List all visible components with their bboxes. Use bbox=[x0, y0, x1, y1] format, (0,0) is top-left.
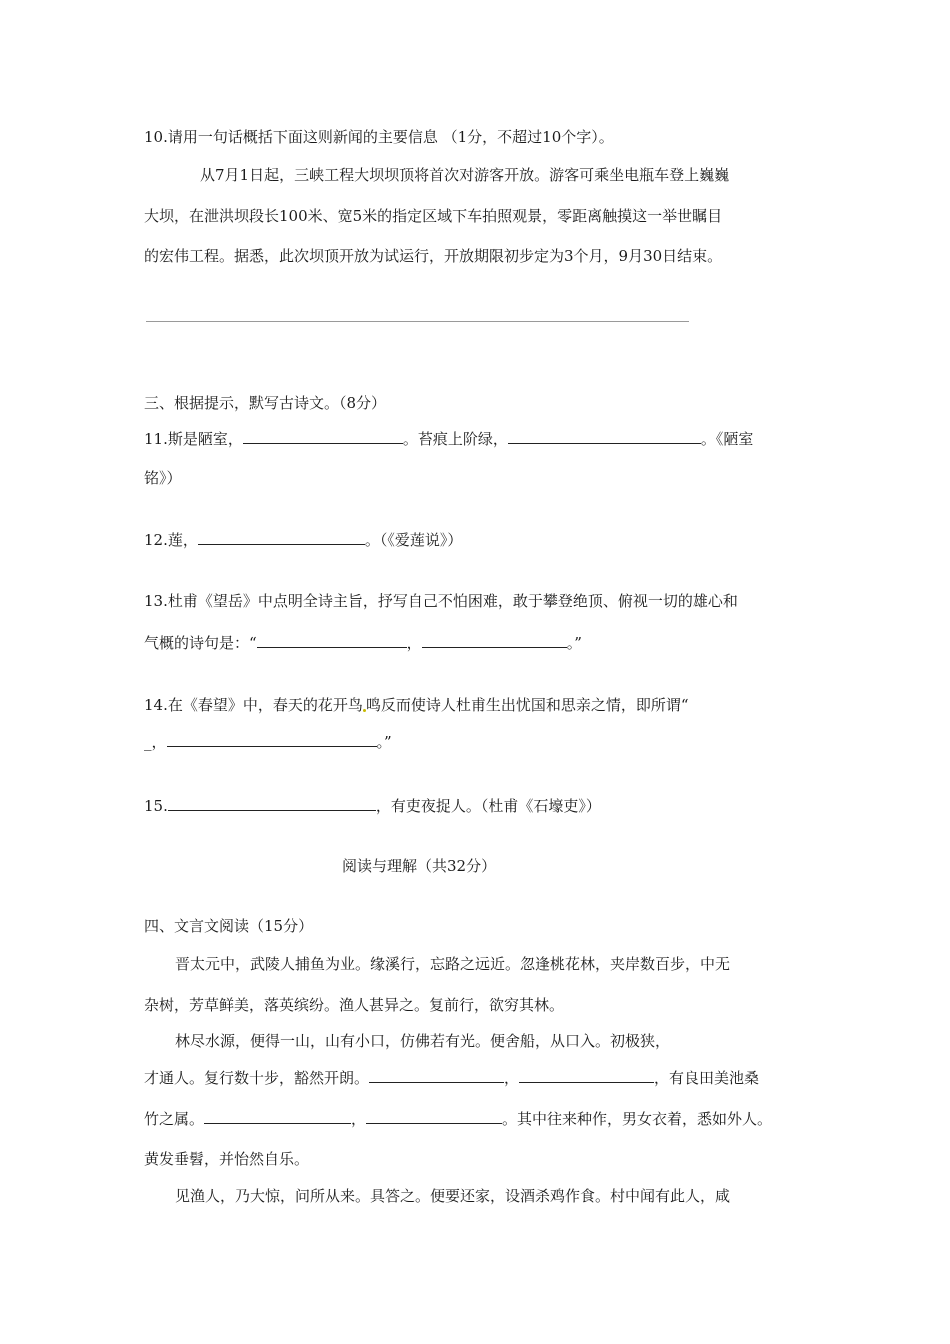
passage-p3-line-1: 见渔人，乃大惊，问所从来。具答之。便要还家，设酒杀鸡作食。村中闻有此人，咸 bbox=[175, 1187, 731, 1205]
passage-p2-line-4: 黄发垂髫，并怡然自乐。 bbox=[144, 1150, 310, 1168]
q13-text-b: ， bbox=[406, 634, 422, 652]
passage-p2-line-1: 林尽水源，便得一山，山有小口，仿佛若有光。便舍船，从口入。初极狭， bbox=[175, 1032, 671, 1050]
q15-blank[interactable] bbox=[168, 796, 376, 811]
section3-heading: 三、根据提示，默写古诗文。（8分） bbox=[144, 394, 387, 412]
q13-blank-2[interactable] bbox=[422, 633, 567, 648]
p2-text-e: ， bbox=[351, 1110, 367, 1128]
q15-text-a: 15. bbox=[144, 797, 168, 815]
p2-blank-2[interactable] bbox=[519, 1068, 654, 1083]
passage-p1-line-2: 杂树，芳草鲜美，落英缤纷。渔人甚异之。复前行，欲穷其林。 bbox=[144, 996, 565, 1014]
q11-text-a: 11.斯是陋室， bbox=[144, 430, 243, 448]
p2-text-f: 。其中往来种作，男女衣着，悉如外人。 bbox=[502, 1110, 773, 1128]
answer-line-q10[interactable] bbox=[146, 321, 689, 322]
section4-heading: 四、文言文阅读（15分） bbox=[144, 917, 314, 935]
passage-p2-line-3 bbox=[144, 1109, 772, 1129]
news-line-1: 从7月1日起，三峡工程大坝坝顶将首次对游客开放。游客可乘坐电瓶车登上巍巍 bbox=[200, 166, 730, 184]
q14-text-1b: 鸣反而使诗人杜甫生出忧国和思亲之情，即所谓“ bbox=[365, 696, 689, 714]
q14-line-2 bbox=[144, 732, 392, 752]
q14-blank[interactable] bbox=[167, 732, 377, 747]
news-line-2: 大坝，在泄洪坝段长100米、宽5米的指定区域下车拍照观景，零距离触摸这一举世瞩目 bbox=[144, 207, 723, 225]
passage-p2-line-2 bbox=[144, 1068, 759, 1088]
p2-text-b: ， bbox=[504, 1069, 520, 1087]
p2-text-a: 才通人。复行数十步，豁然开朗。 bbox=[144, 1069, 370, 1087]
q11-line-2: 铭》） bbox=[144, 469, 182, 487]
q11-blank-2[interactable] bbox=[508, 429, 701, 444]
p2-blank-4[interactable] bbox=[366, 1109, 502, 1124]
q15-text-b: ，有吏夜捉人。（杜甫《石壕吏》） bbox=[375, 797, 601, 815]
q12-line bbox=[144, 530, 462, 550]
q14-text-1a: 14.在《春望》中，春天的花开鸟 bbox=[144, 696, 363, 714]
q10-prompt: 10.请用一句话概括下面这则新闻的主要信息 （1分，不超过10个字）。 bbox=[144, 128, 614, 146]
p2-text-d: 竹之属。 bbox=[144, 1110, 205, 1128]
p2-blank-1[interactable] bbox=[369, 1068, 504, 1083]
q13-line-1: 13.杜甫《望岳》中点明全诗主旨，抒写自己不怕困难，敢于攀登绝顶、俯视一切的雄心和 bbox=[144, 592, 738, 610]
q13-text-c: 。” bbox=[566, 634, 582, 652]
q14-text-a: _， bbox=[144, 733, 167, 751]
q12-blank[interactable] bbox=[198, 530, 365, 545]
q12-text-b: 。（《爱莲说》） bbox=[364, 531, 463, 549]
q12-text-a: 12.莲， bbox=[144, 531, 198, 549]
q14-line-1 bbox=[144, 695, 689, 715]
q14-text-c: 。” bbox=[376, 733, 392, 751]
q11-blank-1[interactable] bbox=[243, 429, 403, 444]
q11-text-b: 。苔痕上阶绿， bbox=[402, 430, 508, 448]
q15-line bbox=[144, 796, 601, 816]
news-line-3: 的宏伟工程。据悉，此次坝顶开放为试运行，开放期限初步定为3个月，9月30日结束。 bbox=[144, 247, 723, 265]
q13-text-a: 气概的诗句是：“ bbox=[144, 634, 257, 652]
q11-line-1 bbox=[144, 429, 753, 449]
reading-section-title: 阅读与理解（共32分） bbox=[342, 857, 497, 875]
p2-text-c: ，有良田美池桑 bbox=[654, 1069, 760, 1087]
passage-p1-line-1: 晋太元中，武陵人捕鱼为业。缘溪行，忘路之远近。忽逢桃花林，夹岸数百步，中无 bbox=[175, 955, 731, 973]
q13-blank-1[interactable] bbox=[257, 633, 407, 648]
q13-line-2 bbox=[144, 633, 582, 653]
p2-blank-3[interactable] bbox=[204, 1109, 351, 1124]
q11-text-c: 。《陋室 bbox=[700, 430, 754, 448]
